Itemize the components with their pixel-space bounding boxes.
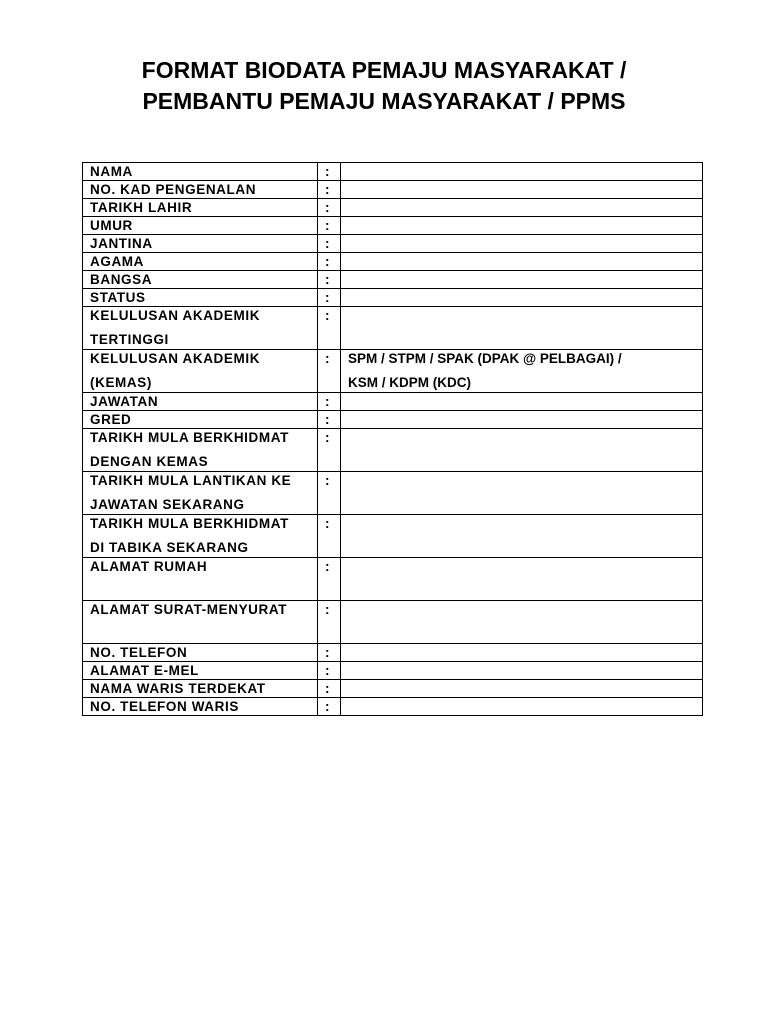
form-row <box>83 199 703 217</box>
field-label-line: BANGSA <box>90 272 153 287</box>
field-label <box>83 350 318 393</box>
field-label-line: JAWATAN <box>90 394 159 409</box>
field-separator: : <box>318 253 341 271</box>
field-label-line: UMUR <box>90 218 133 233</box>
form-row <box>83 429 703 472</box>
field-label <box>83 644 318 662</box>
field-separator: : <box>318 235 341 253</box>
field-label <box>83 217 318 235</box>
form-row <box>83 217 703 235</box>
field-label <box>83 698 318 716</box>
field-label <box>83 472 318 515</box>
field-separator: : <box>318 558 341 601</box>
field-value[interactable] <box>341 644 703 662</box>
field-label <box>83 271 318 289</box>
field-separator: : <box>318 307 341 350</box>
form-row <box>83 472 703 515</box>
field-label-line: JANTINA <box>90 236 153 251</box>
field-label-line: TARIKH MULA BERKHIDMAT <box>90 516 289 531</box>
field-separator: : <box>318 411 341 429</box>
field-value[interactable] <box>341 411 703 429</box>
form-row <box>83 698 703 716</box>
field-label-line: NO. TELEFON WARIS <box>90 699 239 714</box>
field-value[interactable] <box>341 199 703 217</box>
form-row <box>83 289 703 307</box>
field-label-line: TARIKH MULA BERKHIDMAT <box>90 430 289 445</box>
field-label <box>83 163 318 181</box>
form-row <box>83 558 703 601</box>
field-label <box>83 680 318 698</box>
field-label-line: DENGAN KEMAS <box>90 454 209 469</box>
field-label <box>83 662 318 680</box>
biodata-form-body <box>83 163 703 716</box>
field-value[interactable] <box>341 235 703 253</box>
form-row <box>83 662 703 680</box>
field-label <box>83 393 318 411</box>
field-value-line: SPM / STPM / SPAK (DPAK @ PELBAGAI) / <box>348 351 622 366</box>
field-label-line: NAMA WARIS TERDEKAT <box>90 681 266 696</box>
form-row <box>83 393 703 411</box>
field-value[interactable] <box>341 271 703 289</box>
field-label-line: KELULUSAN AKADEMIK <box>90 351 261 366</box>
field-label <box>83 411 318 429</box>
field-separator: : <box>318 601 341 644</box>
form-row <box>83 253 703 271</box>
field-label-line: GRED <box>90 412 132 427</box>
field-separator: : <box>318 163 341 181</box>
form-row <box>83 181 703 199</box>
field-label-line: NAMA <box>90 164 133 179</box>
form-row <box>83 680 703 698</box>
form-row <box>83 350 703 393</box>
form-row <box>83 601 703 644</box>
field-separator: : <box>318 289 341 307</box>
form-row <box>83 163 703 181</box>
field-separator: : <box>318 181 341 199</box>
field-value[interactable] <box>341 307 703 350</box>
field-separator: : <box>318 698 341 716</box>
field-value[interactable] <box>341 662 703 680</box>
field-label-line: (KEMAS) <box>90 375 152 390</box>
field-separator: : <box>318 472 341 515</box>
field-label <box>83 253 318 271</box>
biodata-form-table <box>82 162 703 716</box>
field-label-line: NO. TELEFON <box>90 645 188 660</box>
field-label-line: NO. KAD PENGENALAN <box>90 182 257 197</box>
field-label-line: JAWATAN SEKARANG <box>90 497 245 512</box>
field-separator: : <box>318 429 341 472</box>
field-label <box>83 515 318 558</box>
field-value-line: KSM / KDPM (KDC) <box>348 375 471 390</box>
field-label-line: ALAMAT RUMAH <box>90 559 208 574</box>
field-label-line: TARIKH LAHIR <box>90 200 193 215</box>
field-value[interactable] <box>341 601 703 644</box>
field-label <box>83 307 318 350</box>
field-label-line: KELULUSAN AKADEMIK <box>90 308 261 323</box>
field-value[interactable] <box>341 515 703 558</box>
field-label <box>83 235 318 253</box>
field-label-line: ALAMAT SURAT-MENYURAT <box>90 602 288 617</box>
field-label-line: AGAMA <box>90 254 144 269</box>
field-separator: : <box>318 515 341 558</box>
field-separator: : <box>318 271 341 289</box>
field-separator: : <box>318 217 341 235</box>
form-row <box>83 515 703 558</box>
field-value[interactable] <box>341 698 703 716</box>
field-value[interactable] <box>341 181 703 199</box>
field-label <box>83 181 318 199</box>
field-separator: : <box>318 644 341 662</box>
field-separator: : <box>318 393 341 411</box>
field-value[interactable] <box>341 393 703 411</box>
form-row <box>83 307 703 350</box>
field-separator: : <box>318 199 341 217</box>
field-label-line: TERTINGGI <box>90 332 169 347</box>
field-value[interactable] <box>341 350 703 393</box>
field-label-line: TARIKH MULA LANTIKAN KE <box>90 473 292 488</box>
form-row <box>83 644 703 662</box>
field-label <box>83 289 318 307</box>
document-title <box>0 55 768 117</box>
field-value[interactable] <box>341 289 703 307</box>
field-label <box>83 429 318 472</box>
field-label-line: ALAMAT E-MEL <box>90 663 199 678</box>
form-row <box>83 271 703 289</box>
field-value[interactable] <box>341 217 703 235</box>
field-value[interactable] <box>341 429 703 472</box>
field-value[interactable] <box>341 558 703 601</box>
title-line-2: PEMBANTU PEMAJU MASYARAKAT / PPMS <box>142 88 626 114</box>
field-value[interactable] <box>341 163 703 181</box>
field-value[interactable] <box>341 472 703 515</box>
form-row <box>83 411 703 429</box>
field-label <box>83 558 318 601</box>
field-value[interactable] <box>341 680 703 698</box>
field-value[interactable] <box>341 253 703 271</box>
field-label <box>83 199 318 217</box>
field-label-line: STATUS <box>90 290 146 305</box>
field-label <box>83 601 318 644</box>
form-row <box>83 235 703 253</box>
title-line-1: FORMAT BIODATA PEMAJU MASYARAKAT / <box>141 57 627 83</box>
field-separator: : <box>318 662 341 680</box>
field-label-line: DI TABIKA SEKARANG <box>90 540 249 555</box>
field-separator: : <box>318 680 341 698</box>
field-separator: : <box>318 350 341 393</box>
